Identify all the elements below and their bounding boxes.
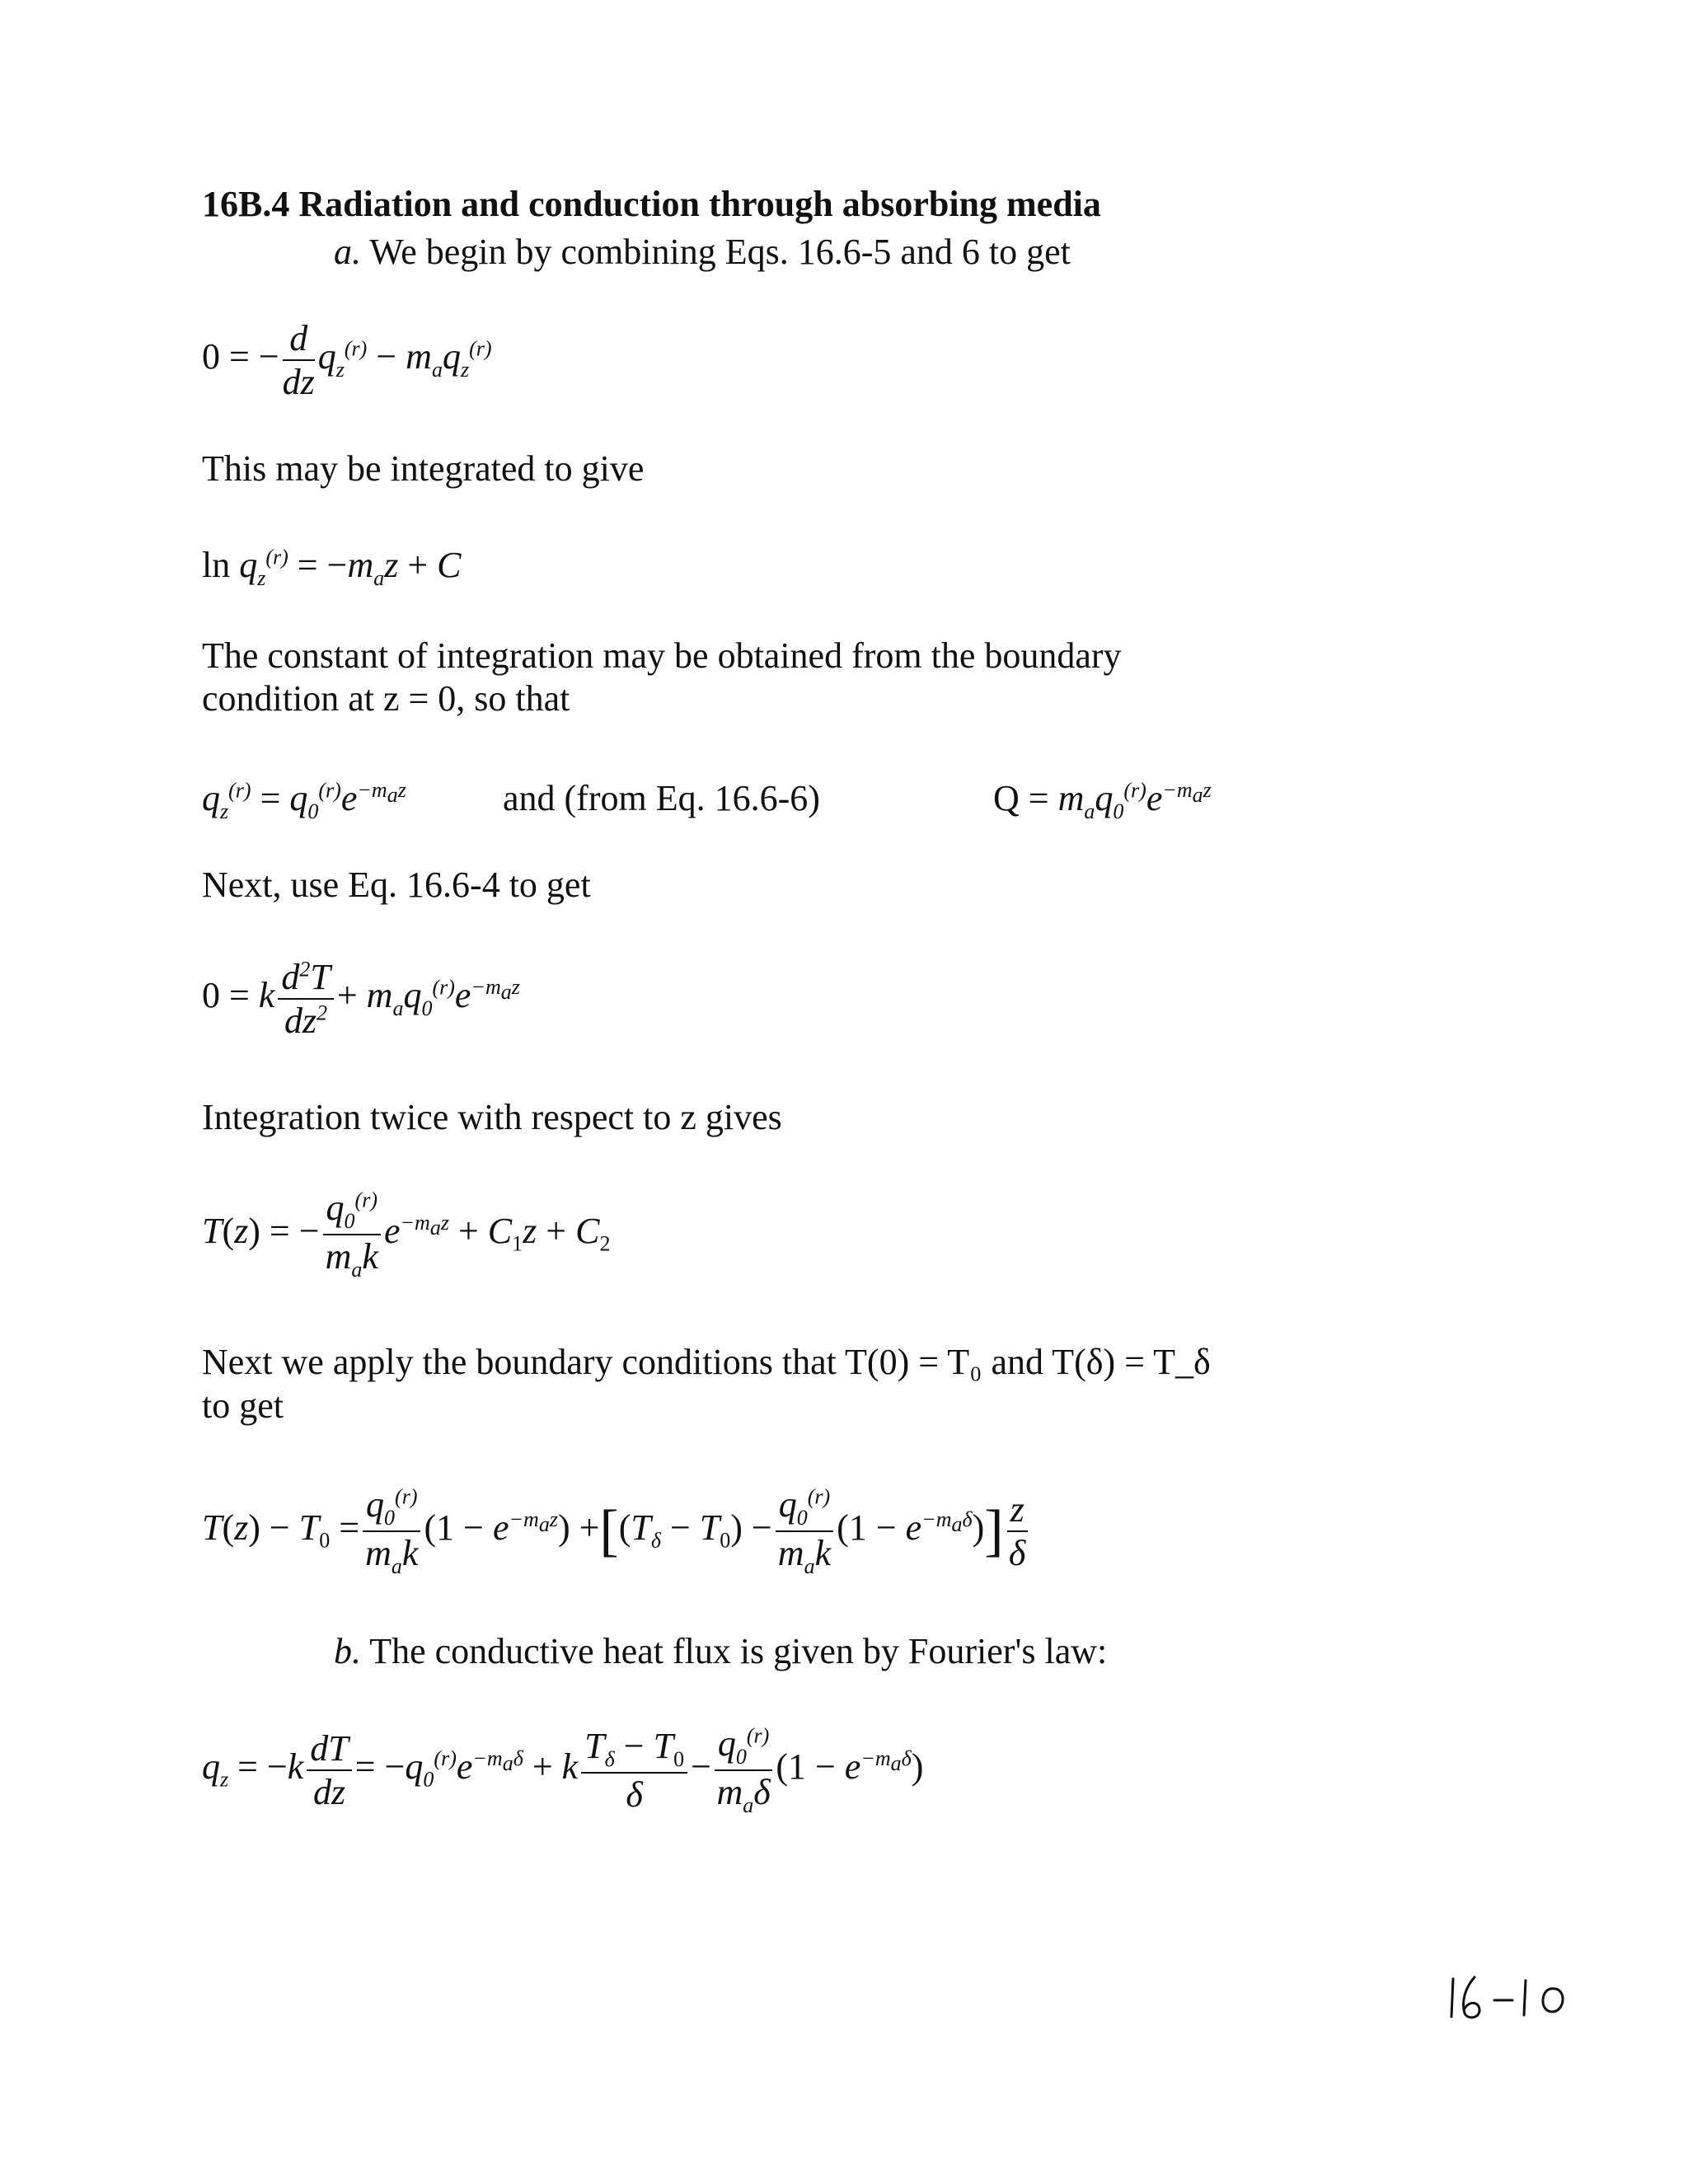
equation-4: 0 = k $\frac{d^2T}{dz^2}$ + $m_aq_0^{(r)}e^{-m_az}$	[202, 957, 520, 1041]
text-constant-line-2: condition at z = 0, so that	[202, 678, 570, 719]
text-next-use: Next, use Eq. 16.6-4 to get	[202, 865, 591, 905]
equation-7: $q_z = -k$ $\frac{dT}{dz}$ = $-q_0^{(r)}e^{-m_a\delta} + k$ $\frac{T_\delta - T_0}{\delta}$ − $\frac{q_0^{(r)}}{m_a\delta}$ $(1 - e^{-m_a\delta})$	[202, 1723, 924, 1817]
text-integrate: This may be integrated to give	[202, 448, 645, 489]
equation-3: $q_z^{(r)} = q_0^{(r)}e^{-m_az}$	[202, 778, 406, 823]
page-number	[1447, 1974, 1578, 2023]
text-integration-twice: Integration twice with respect to z gives	[202, 1097, 782, 1137]
equation-2: $\ln q_z^{(r)} = -m_az + C$	[202, 545, 462, 590]
section-heading	[202, 183, 1101, 225]
part-b-label: b.	[334, 1631, 361, 1671]
part-a-intro	[334, 231, 1071, 273]
part-a-label: a.	[334, 232, 361, 272]
text-constant-line-1: The constant of integration may be obtained from the boundary	[202, 635, 1122, 676]
equation-5: T(z) = − $\frac{q_0^{(r)}}{m_ak}$ $e^{-m_az} + C_1z + C_2$	[202, 1188, 611, 1282]
equation-6: $T(z) - T_0$ = $\frac{q_0^{(r)}}{m_ak}$ $(1 - e^{-m_az}) +[(T_\delta - T_0)$ − $\frac{q_0^{(r)}}{m_ak}$ $(1 - e^{-m_a\delta})$] $\frac{z}{\delta}$	[202, 1483, 1031, 1579]
text-and-from: and (from Eq. 16.6-6)	[503, 778, 820, 818]
section-number: 16B.4	[202, 184, 290, 224]
part-b-intro-text: The conductive heat flux is given by Fourier's law:	[369, 1631, 1108, 1671]
part-a-intro-text: We begin by combining Eqs. 16.6-5 and 6 to get	[369, 232, 1071, 272]
part-b-intro	[334, 1630, 1107, 1672]
equation-1: 0 = − $\frac{d}{dz}$ $q_z^{(r)} - m_aq_z^{(r)}$	[202, 318, 492, 402]
text-next-apply-line-2: to get	[202, 1385, 284, 1426]
text-next-apply-line-1: Next we apply the boundary conditions that T(0) = T₀ and T(δ) = T_δ	[202, 1342, 1211, 1382]
equation-3b: $Q = m_aq_0^{(r)}e^{-m_az}$	[993, 778, 1212, 823]
section-title: Radiation and conduction through absorbing media	[298, 184, 1101, 224]
